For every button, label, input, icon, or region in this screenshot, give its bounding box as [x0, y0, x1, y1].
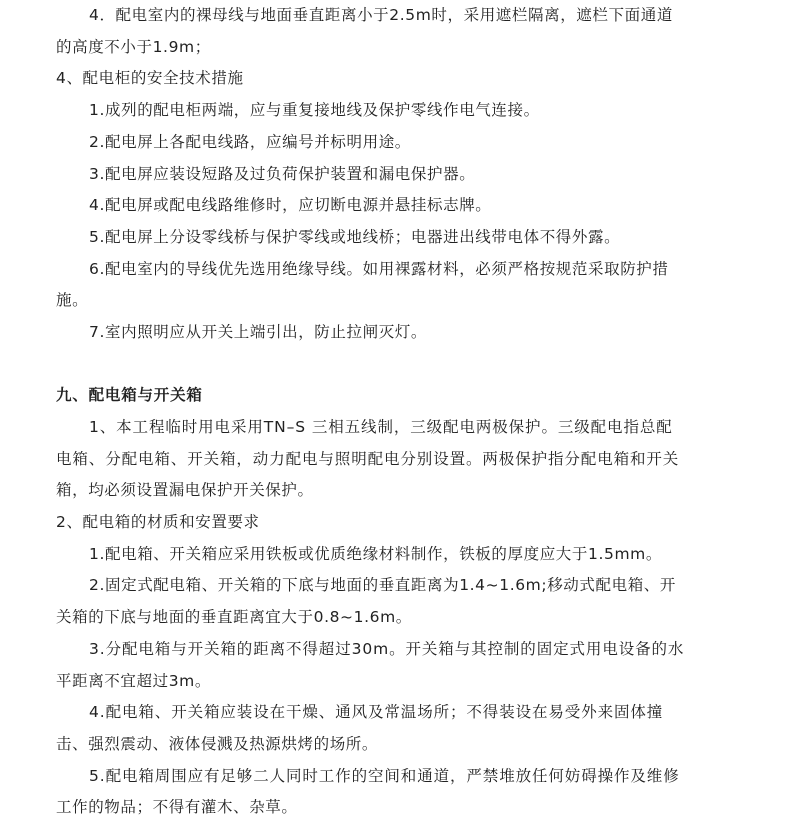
- text-line: 工作的物品；不得有灌木、杂草。: [56, 798, 298, 817]
- subsection-heading: 2、配电箱的材质和安置要求: [56, 513, 260, 532]
- text-line: 4．配电室内的裸母线与地面垂直距离小于2.5m时，采用遮栏隔离，遮栏下面通道: [89, 6, 673, 24]
- list-item: 4.配电屏或配电线路维修时，应切断电源并悬挂标志牌。: [89, 196, 492, 215]
- text-line: 击、强烈震动、液体侵溅及热源烘烤的场所。: [56, 734, 379, 753]
- list-item: 5.配电屏上分设零线桥与保护零线或地线桥；电器进出线带电体不得外露。: [89, 227, 621, 246]
- text-line: 的高度不小于1.9m；: [56, 37, 211, 56]
- list-item: 3.分配电箱与开关箱的距离不得超过30m。开关箱与其控制的固定式用电设备的水: [89, 639, 685, 658]
- list-item: 3.配电屏应装设短路及过负荷保护装置和漏电保护器。: [89, 164, 476, 183]
- paragraph-line: 箱，均必须设置漏电保护开关保护。: [56, 481, 314, 500]
- list-item: 6.配电室内的导线优先选用绝缘导线。如用裸露材料，必须严格按规范采取防护措: [89, 259, 669, 278]
- list-item: 4.配电箱、开关箱应装设在干燥、通风及常温场所；不得装设在易受外来固体撞: [89, 703, 664, 722]
- list-item: 2.配电屏上各配电线路，应编号并标明用途。: [89, 132, 411, 151]
- list-item: 1.成列的配电柜两端，应与重复接地线及保护零线作电气连接。: [89, 101, 540, 120]
- document-body: [56, 0, 746, 824]
- text-line: 平距离不宜超过3m。: [56, 671, 211, 690]
- list-item: 2.固定式配电箱、开关箱的下底与地面的垂直距离为1.4~1.6m;移动式配电箱、开: [89, 576, 676, 595]
- paragraph-line: 1、本工程临时用电采用TN–S 三相五线制，三级配电两极保护。三级配电指总配: [89, 417, 673, 436]
- paragraph-line: 电箱、分配电箱、开关箱，动力配电与照明配电分别设置。两极保护指分配电箱和开关: [56, 449, 680, 468]
- text-line: 施。: [56, 291, 89, 310]
- section-heading: 九、配电箱与开关箱: [56, 386, 203, 405]
- subsection-heading: 4、配电柜的安全技术措施: [56, 69, 244, 88]
- list-item: 7.室内照明应从开关上端引出，防止拉闸灭灯。: [89, 323, 427, 342]
- list-item: 5.配电箱周围应有足够二人同时工作的空间和通道，严禁堆放任何妨碍操作及维修: [89, 766, 680, 785]
- text-line: 关箱的下底与地面的垂直距离宜大于0.8~1.6m。: [56, 608, 412, 627]
- section-spacer: [56, 349, 746, 381]
- list-item: 1.配电箱、开关箱应采用铁板或优质绝缘材料制作，铁板的厚度应大于1.5mm。: [89, 544, 662, 563]
